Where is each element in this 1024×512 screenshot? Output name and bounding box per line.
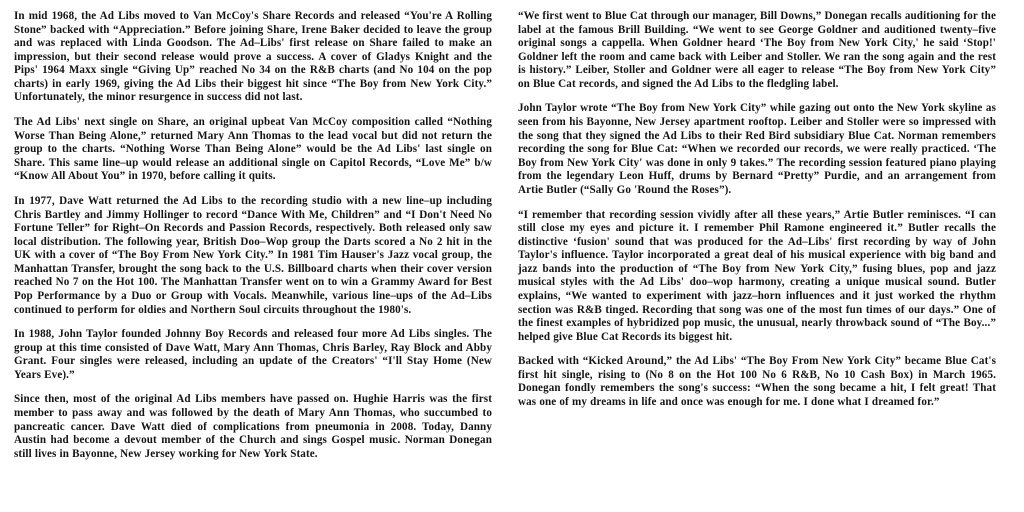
paragraph: “We first went to Blue Cat through our manager, Bill Downs,” Donegan recalls auditioning for the label at the famous Brill Building. “We went to see George Goldner and auditioned twenty–five original songs a cappella. When Goldner heard ‘The Boy from New York City,' he said ‘Stop!' Goldner left the room and came back with Leiber and Stoller. We ran the song again and the rest is history.” Leiber, Stoller and Goldner were all eager to release “The Boy from New York City” on Blue Cat records, and signed the Ad Libs to the fledgling label.: [518, 10, 996, 90]
paragraph: In 1977, Dave Watt returned the Ad Libs to the recording studio with a new line–up including Chris Bartley and Jimmy Hollinger to record “Dance With Me, Children” and “I Don't Need No Fortune Teller” for Right–On Records and Passion Records, respectively. Both released only saw local distribution. The following year, British Doo–Wop group the Darts scored a No 2 hit in the UK with a cover of “The Boy From New York City.” In 1981 Tim Hauser's Jazz vocal group, the Manhattan Transfer, brought the song back to the U.S. Billboard charts when their cover version reached No 7 on the Hot 100. The Manhattan Transfer went on to win a Grammy Award for Best Pop Performance by a Duo or Group with Vocals. Meanwhile, various line–ups of the Ad–Libs continued to perform for oldies and Northern Soul circuits throughout the 1980's.: [14, 194, 492, 316]
paragraph: In mid 1968, the Ad Libs moved to Van McCoy's Share Records and released “You're A Rolling Stone” backed with “Appreciation.” Before joining Share, Irene Baker decided to leave the group and was replaced with Linda Goodson. The Ad–Libs' first release on Share failed to make an impression, but their second release would prove a success. A cover of Gladys Knight and the Pips' 1964 Maxx single “Giving Up” reached No 34 on the R&B charts (and No 104 on the pop charts) in early 1969, giving the Ad Libs their biggest hit since “The Boy from New York City.” Unfortunately, the minor resurgence in success did not last.: [14, 10, 492, 104]
paragraph: Backed with “Kicked Around,” the Ad Libs' “The Boy From New York City” became Blue Cat's first hit single, rising to (No 8 on the Hot 100 No 6 R&B, No 10 Cash Box) in March 1965. Donegan fondly remembers the song's success: “When the song became a hit, I felt great! That was one of my dreams in life and once was enough for me. I done what I dreamed for.”: [518, 355, 996, 409]
paragraph: The Ad Libs' next single on Share, an original upbeat Van McCoy composition called “Nothing Worse Than Being Alone,” returned Mary Ann Thomas to the lead vocal but did not return the group to the charts. “Nothing Worse Than Being Alone” would be the Ad Libs' last single on Share. This same line–up would release an additional single on Capitol Records, “Love Me” b/w “Know All About You” in 1970, before calling it quits.: [14, 116, 492, 183]
paragraph: “I remember that recording session vividly after all these years,” Artie Butler reminisces. “I can still close my eyes and picture it. I remember Phil Ramone engineered it.” Butler recalls the distinctive ‘fusion' sound that was produced for the Ad–Libs' first recording by way of John Taylor's influence. Taylor incorporated a great deal of his musical experience with big band and jazz bands into the production of “The Boy from New York City,” fusing blues, pop and jazz musical styles with the Ad Libs' doo–wop harmony, creating a unique musical sound. Butler explains, “We wanted to experiment with jazz–horn influences and it just worked the rhythm section was R&B tinged. Recording that song was one of the most fun times of our days.” One of the finest examples of hybridized pop music, the unusual, nearly throwback sound of “The Boy...” helped give Blue Cat Records its biggest hit.: [518, 208, 996, 343]
paragraph: In 1988, John Taylor founded Johnny Boy Records and released four more Ad Libs singles. The group at this time consisted of Dave Watt, Mary Ann Thomas, Chris Barley, Ray Block and Abby Grant. Four singles were released, including an update of the Creators' “I'll Stay Home (New Years Eve).”: [14, 328, 492, 381]
paragraph: Since then, most of the original Ad Libs members have passed on. Hughie Harris was the first member to pass away and was followed by the death of Mary Ann Thomas, who succumbed to pancreatic cancer. Dave Watt died of complications from pneumonia in 2008. Today, Danny Austin had become a devout member of the Church and sings Gospel music. Norman Donegan still lives in Bayonne, New Jersey working for New York State.: [14, 393, 492, 460]
right-column: [518, 10, 996, 504]
left-column: [14, 10, 492, 504]
paragraph: John Taylor wrote “The Boy from New York City” while gazing out onto the New York skyline as seen from his Bayonne, New Jersey apartment rooftop. Leiber and Stoller were so impressed with the song that they signed the Ad Libs to their Red Bird subsidiary Blue Cat. Norman remembers recording the song for Blue Cat: “When we recorded our records, we were really practiced. ‘The Boy from New York City' was done in only 9 takes.” The recording session featured piano playing from the legendary Leon Huff, drums by Bernard “Pretty” Purdie, and an arrangement from Artie Butler (“Sally Go 'Round the Roses”).: [518, 102, 996, 196]
